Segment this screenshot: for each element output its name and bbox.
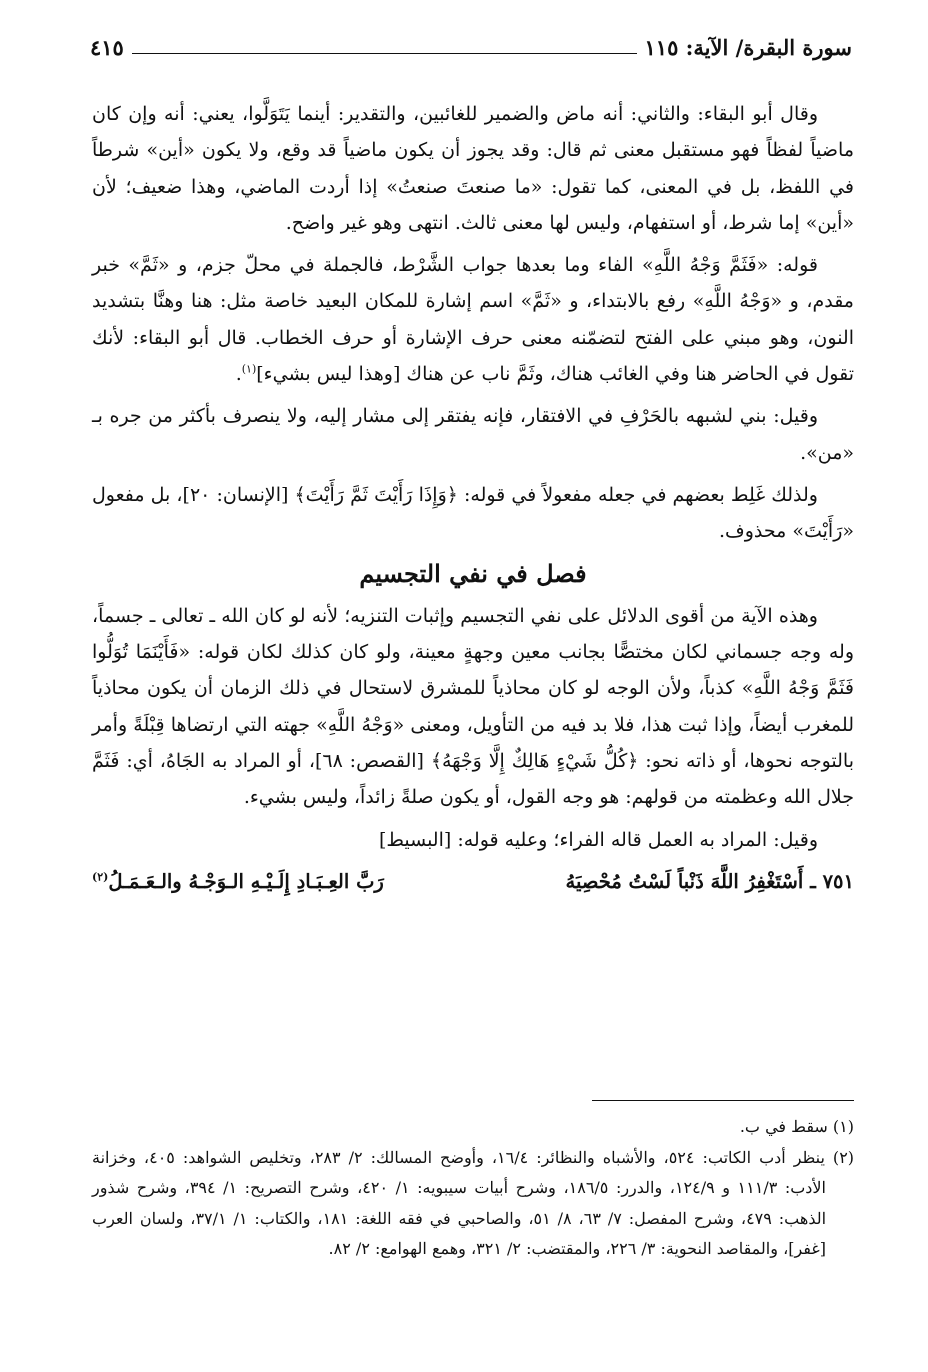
paragraph: ولذلك غَلِط بعضهم في جعله مفعولاً في قوله: ﴿وَإِذَا رَأَيْتَ ثَمَّ رَأَيْتَ﴾ [الإنسان: ٢٠]، بل مفعول «رَأَيْتَ» محذوف.	[92, 483, 854, 543]
paragraph: وهذه الآية من أقوى الدلائل على نفي التجسيم وإثبات التنزيه؛ لأنه لو كان الله ـ تعالى ـ جسماً، وله وجه جسماني لكان مختصًّا بجانب معين وجهةٍ معينة، ولو كان كذلك لكان قوله: «فَأَيْنَمَا تُوَلُّوا فَثَمَّ وَجْهُ اللَّهِ» كذباً، ولأن الوجه لو كان محاذياً للمشرق لاستحال في ذلك الزمان أن يكون محاذياً للمغرب أيضاً، وإذا ثبت هذا، فلا بد فيه من التأويل، ومعنى «وَجْهُ اللَّهِ» جهته التي ارتضاها قِبْلَةً وأمر بالتوجه نحوها، أو ذاته نحو: ﴿كُلُّ شَيْءٍ هَالِكٌ إِلَّا وَجْهَهُ﴾ [القصص: ٦٨]، أو المراد به الجَاهُ، أي: فَثَمَّ جلال الله وعظمته من قولهم: هو وجه القول، أو يكون صلةً زائداً، وليس بشيء.	[92, 604, 854, 809]
verse-first-hemistich: ٧٥١ ـ أَسْتَغْفِرُ اللَّهَ ذَنْباً لَسْتُ مُحْصِيَهُ	[565, 869, 854, 893]
footnote-separator	[592, 1100, 854, 1101]
page-number: ٤١٥	[90, 35, 124, 60]
footnote: (١) سقط في ب.	[739, 1117, 854, 1136]
footnote-marker[interactable]: (٢)	[92, 870, 109, 884]
poem-verse	[92, 864, 854, 900]
verse-second-hemistich: رَبَّ العِـبَـادِ إِلَـيْـهِ الـوَجْـهُ والـعَـمَـلُ$^{(٢)}$	[92, 869, 384, 893]
surah-title: سورة البقرة/ الآية: ١١٥	[644, 35, 852, 60]
paragraph-text: قوله: «فَثَمَّ وَجْهُ اللَّهِ» الفاء وما بعدها جواب الشَّرْط، فالجملة في محلّ جزم، و «ثَمَّ» خبر مقدم، و «وَجْهُ اللَّهِ» رفع بالابتداء، و «ثَمَّ» اسم إشارة للمكان البعيد خاصة مثل: هنا وهنَّا بتشديد النون، وهو مبني على الفتح لتضمّنه معنى حرف الإشارة أو حرف الخطاب. قال أبو البقاء: لأنك تقول في الحاضر هنا وفي الغائب هناك، وثَمَّ ناب عن هناك [وهذا ليس بشيء]	[92, 254, 854, 386]
main-text	[92, 96, 854, 900]
running-header	[90, 26, 852, 60]
paragraph: وقيل: بني لشبهه بالحَرْفِ في الافتقار، فإنه يفتقر إلى مشار إليه، ولا ينصرف بأكثر من جره بـ «من».	[92, 405, 854, 464]
footnote: (٢) ينظر أدب الكاتب: ٥٢٤، والأشباه والنظائر: ١٦/٤، وأوضح المسالك: ٢/ ٢٨٣، وتخليص الشواهد: ٤٠٥، وخزانة الأدب: ١١١/٣ و ١٢٤/٩، والدرر: ١٨٦/٥، وشرح أبيات سيبويه: ١/ ٤٢٠، وشرح التصريح: ١/ ٣٩٤، وشرح شذور الذهب: ٤٧٩، وشرح المفصل: ٧/ ٦٣، ٨/ ٥١، والصاحبي في فقه اللغة: ١٨١، والكتاب: ١/ ٣٧/١، ولسان العرب [غفر]، والمقاصد النحوية: ٣/ ٢٢٦، والمقتضب: ٢/ ٣٢١، وهمع الهوامع: ٢/ ٨٢.	[92, 1147, 855, 1258]
paragraph: وقال أبو البقاء: والثاني: أنه ماض والضمير للغائبين، والتقدير: أينما يَتَوَلَّوا، يعني: أنه وإن كان ماضياً لفظاً فهو مستقبل معنى ثم قال: وقد يجوز أن يكون ماضياً قد وقع، ولا يكون «أين» شرطاً في اللفظ، بل في المعنى، كما تقول: «ما صنعتَ صنعتُ» إذا أردت الماضي، وهذا ضعيف؛ لأن «أين» إما شرط، أو استفهام، وليس لها معنى ثالث. انتهى وهو غير واضح.	[92, 103, 854, 234]
footnotes	[92, 1112, 854, 1265]
footnote-marker[interactable]: (١)	[241, 362, 257, 376]
section-heading: فصل في نفي التجسيم	[359, 558, 587, 588]
poem-intro: وقيل: المراد به العمل قاله الفراء؛ وعليه قوله: [البسيط]	[378, 828, 818, 851]
header-rule	[132, 53, 637, 54]
paragraph: قوله: «فَثَمَّ وَجْهُ اللَّهِ» الفاء وما بعدها جواب الشَّرْط، فالجملة في محلّ جزم، و «ثَمَّ» خبر مقدم، و «وَجْهُ اللَّهِ» رفع بالابتداء، و «ثَمَّ» اسم إشارة للمكان البعيد خاصة مثل: هنا وهنَّا بتشديد النون، وهو مبني على الفتح لتضمّنه معنى حرف الإشارة أو حرف الخطاب. قال أبو البقاء: لأنك تقول في الحاضر هنا وفي الغائب هناك، وثَمَّ ناب عن هناك [وهذا ليس بشيء]$^{(١)}$.	[92, 254, 854, 386]
